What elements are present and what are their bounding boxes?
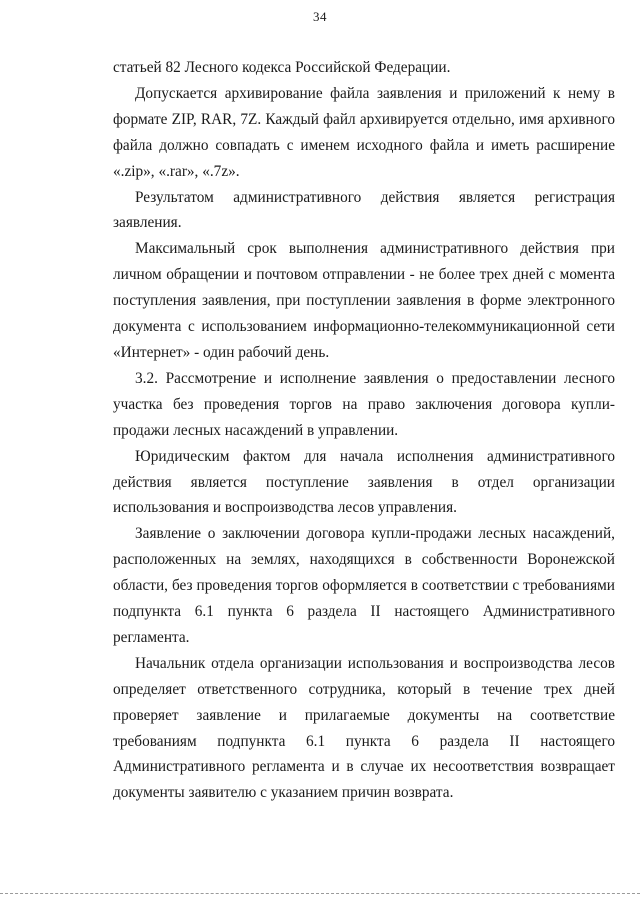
page-number: 34 [313, 9, 327, 24]
paragraph-max-term: Максимальный срок выполнения административного действия при личном обращении и почтовом отправлении - не более трех дней с момента поступления заявления, при поступлении заявления в форме электронного документа с использованием информационно-телекоммуникационной сети «Интернет» - один рабочий день. [113, 240, 615, 361]
paragraph-application: Заявление о заключении договора купли-продажи лесных насаждений, расположенных на землях, находящихся в собственности Воронежской области, без проведения торгов оформляется в соответствии с требованиями подпункта 6.1 пункта 6 раздела II настоящего Административного регламента. [113, 525, 615, 646]
paragraph-result: Результатом административного действия является регистрация заявления. [113, 188, 615, 232]
paragraph-archiving: Допускается архивирование файла заявления и приложений к нему в формате ZIP, RAR, 7Z. Каждый файл архивируется отдельно, имя архивного файла должно совпадать с именем исходного файла и иметь расширение «.zip», «.rar», «.7z». [113, 84, 615, 180]
section-heading-3-2: 3.2. Рассмотрение и исполнение заявления о предоставлении лесного участка без проведения торгов на право заключения договора купли-продажи лесных насаждений в управлении. [113, 369, 615, 439]
paragraph-continuation: статьей 82 Лесного кодекса Российской Федерации. [113, 59, 451, 76]
body-text [113, 55, 615, 806]
paragraph-legal-fact: Юридическим фактом для начала исполнения административного действия является поступление заявления в отдел организации использования и воспроизводства лесов управления. [113, 447, 615, 517]
paragraph-department-head: Начальник отдела организации использования и воспроизводства лесов определяет ответственного сотрудника, который в течение трех дней проверяет заявление и прилагаемые документы на соответствие требованиям подпункта 6.1 пункта 6 раздела II настоящего Административного регламента и в случае их несоответствия возвращает документы заявителю с указанием причин возврата. [113, 654, 615, 802]
scan-edge-line [0, 893, 640, 894]
